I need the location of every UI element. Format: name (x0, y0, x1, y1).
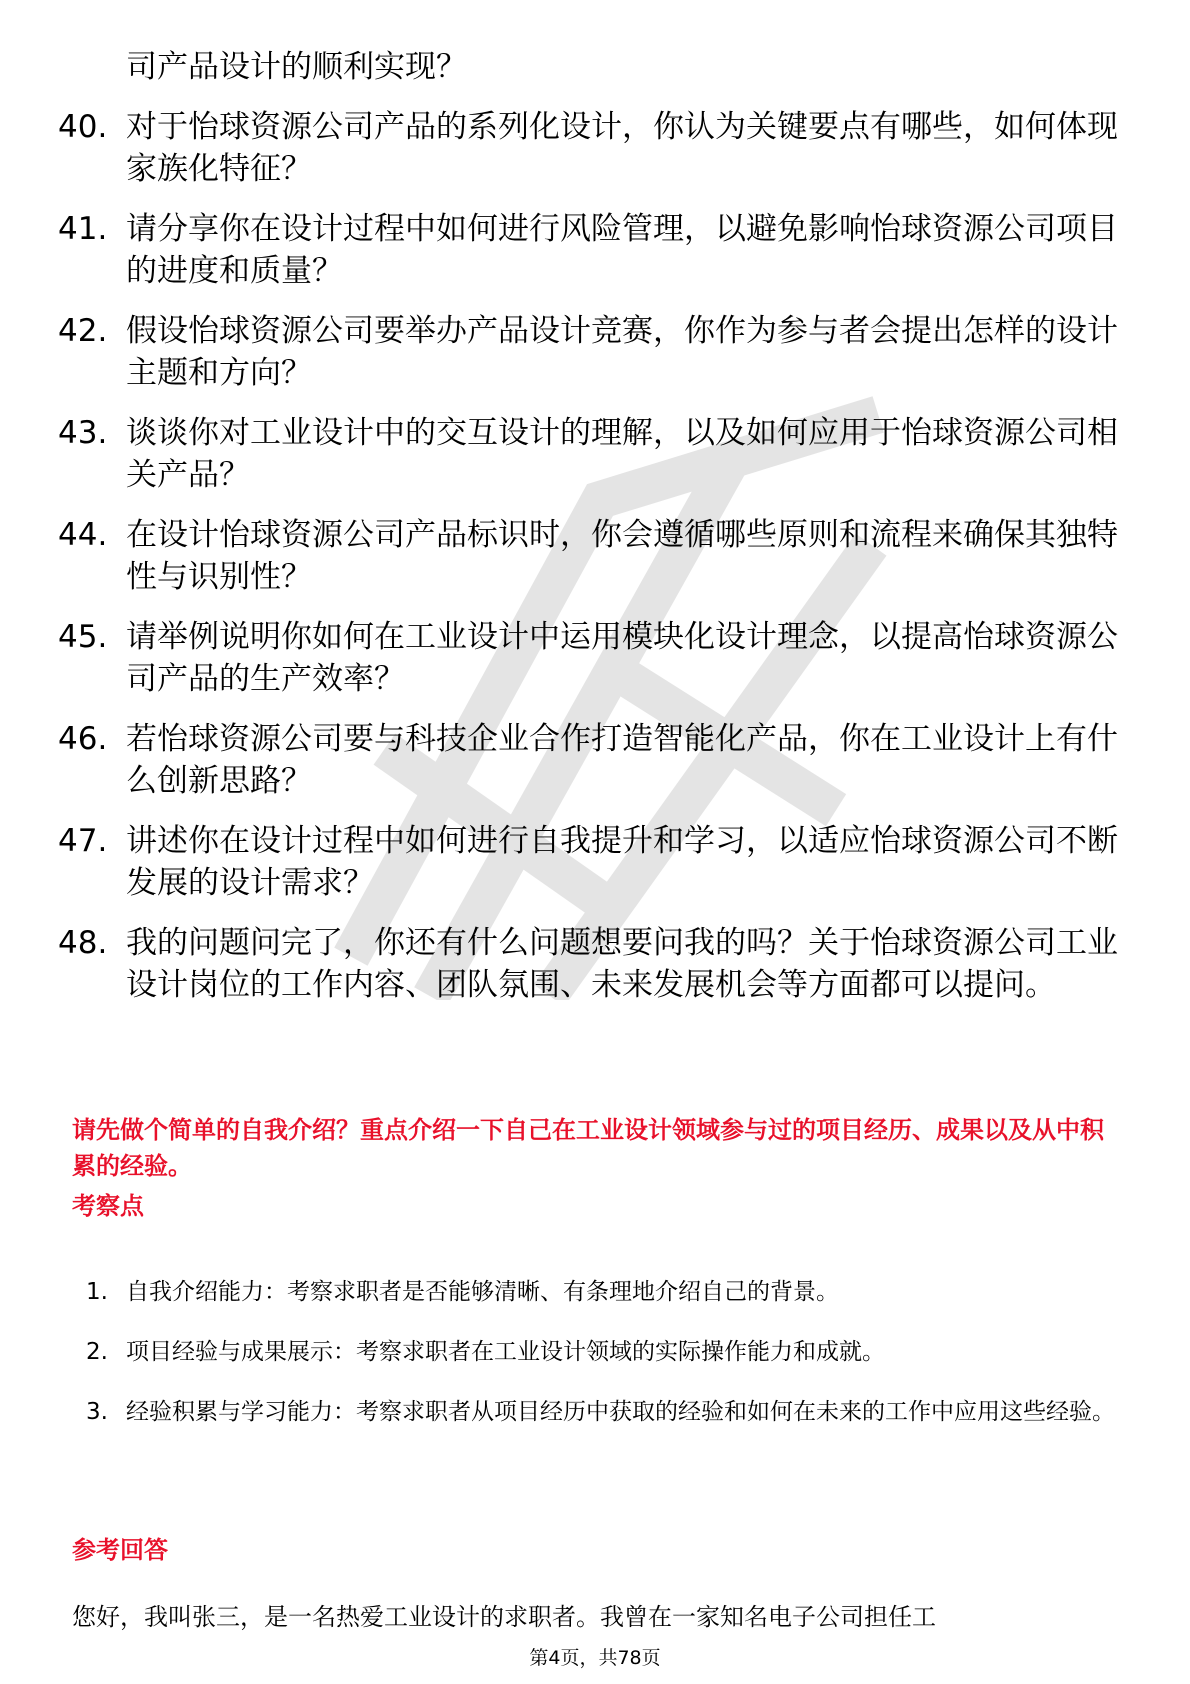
question-item (58, 820, 1138, 904)
question-text: 若怡球资源公司要与科技企业合作打造智能化产品，你在工业设计上有什么创新思路？ (126, 721, 1118, 799)
question-number: 43. (58, 415, 108, 451)
question-text: 在设计怡球资源公司产品标识时，你会遵循哪些原则和流程来确保其独特性与识别性？ (126, 517, 1118, 595)
question-number: 40. (58, 109, 108, 145)
question-number (58, 46, 126, 88)
point-number: 2. (86, 1339, 108, 1365)
question-number: 45. (58, 619, 108, 655)
question-list (58, 46, 1138, 1024)
question-item (58, 616, 1138, 700)
question-number: 46. (58, 721, 108, 757)
question-item (58, 46, 1138, 88)
point-number: 1. (86, 1279, 108, 1305)
question-number: 41. (58, 211, 108, 247)
assessment-title: 考察点 (72, 1192, 144, 1220)
page-footer: 第4页，共78页 (529, 1647, 661, 1669)
question-number: 47. (58, 823, 108, 859)
question-item (58, 310, 1138, 394)
assessment-point (86, 1382, 1126, 1442)
question-text: 对于怡球资源公司产品的系列化设计，你认为关键要点有哪些，如何体现家族化特征？ (126, 109, 1118, 187)
reference-answer: 您好，我叫张三，是一名热爱工业设计的求职者。我曾在一家知名电子公司担任工 (72, 1603, 936, 1631)
assessment-point (86, 1262, 1126, 1322)
point-text: 项目经验与成果展示：考察求职者在工业设计领域的实际操作能力和成就。 (126, 1339, 885, 1365)
question-item (58, 106, 1138, 190)
question-text: 司产品设计的顺利实现？ (126, 49, 467, 85)
point-text: 经验积累与学习能力：考察求职者从项目经历中获取的经验和如何在未来的工作中应用这些经验。 (126, 1399, 1115, 1425)
question-number: 44. (58, 517, 108, 553)
question-item (58, 514, 1138, 598)
reference-title: 参考回答 (72, 1536, 168, 1564)
question-item (58, 718, 1138, 802)
question-text: 假设怡球资源公司要举办产品设计竞赛，你作为参与者会提出怎样的设计主题和方向？ (126, 313, 1118, 391)
assessment-points (86, 1262, 1126, 1442)
question-text: 请分享你在设计过程中如何进行风险管理，以避免影响怡球资源公司项目的进度和质量？ (126, 211, 1118, 289)
question-text: 我的问题问完了，你还有什么问题想要问我的吗？关于怡球资源公司工业设计岗位的工作内容、团队氛围、未来发展机会等方面都可以提问。 (126, 925, 1118, 1003)
question-item (58, 208, 1138, 292)
question-number: 42. (58, 313, 108, 349)
question-text: 讲述你在设计过程中如何进行自我提升和学习，以适应怡球资源公司不断发展的设计需求？ (126, 823, 1118, 901)
point-number: 3. (86, 1399, 108, 1425)
point-text: 自我介绍能力：考察求职者是否能够清晰、有条理地介绍自己的背景。 (126, 1279, 839, 1305)
question-text: 请举例说明你如何在工业设计中运用模块化设计理念，以提高怡球资源公司产品的生产效率？ (126, 619, 1118, 697)
question-text: 谈谈你对工业设计中的交互设计的理解，以及如何应用于怡球资源公司相关产品？ (126, 415, 1118, 493)
question-item (58, 922, 1138, 1006)
highlight-question: 请先做个简单的自我介绍？重点介绍一下自己在工业设计领域参与过的项目经历、成果以及从中积累的经验。 (72, 1116, 1104, 1180)
question-item (58, 412, 1138, 496)
question-number: 48. (58, 925, 108, 961)
assessment-point (86, 1322, 1126, 1382)
